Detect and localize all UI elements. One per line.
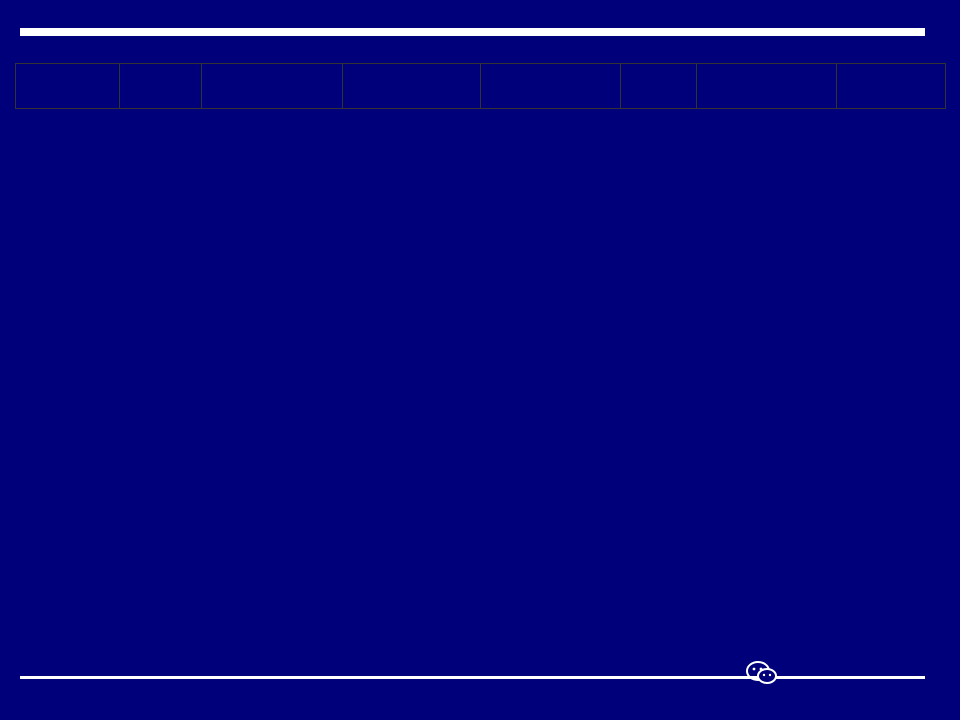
- header-polarized: [621, 64, 697, 109]
- header-composition: [120, 64, 202, 109]
- watermark: [745, 660, 787, 686]
- header-color: [481, 64, 621, 109]
- header-phase: [16, 64, 120, 109]
- top-divider: [20, 28, 925, 36]
- header-row: [16, 64, 946, 109]
- header-hardness: [837, 64, 946, 109]
- header-dissolved: [202, 64, 343, 109]
- header-shape: [343, 64, 481, 109]
- phase-identification-table: [15, 63, 946, 638]
- header-method: [697, 64, 837, 109]
- wechat-icon: [745, 660, 779, 686]
- bottom-divider: [20, 676, 925, 679]
